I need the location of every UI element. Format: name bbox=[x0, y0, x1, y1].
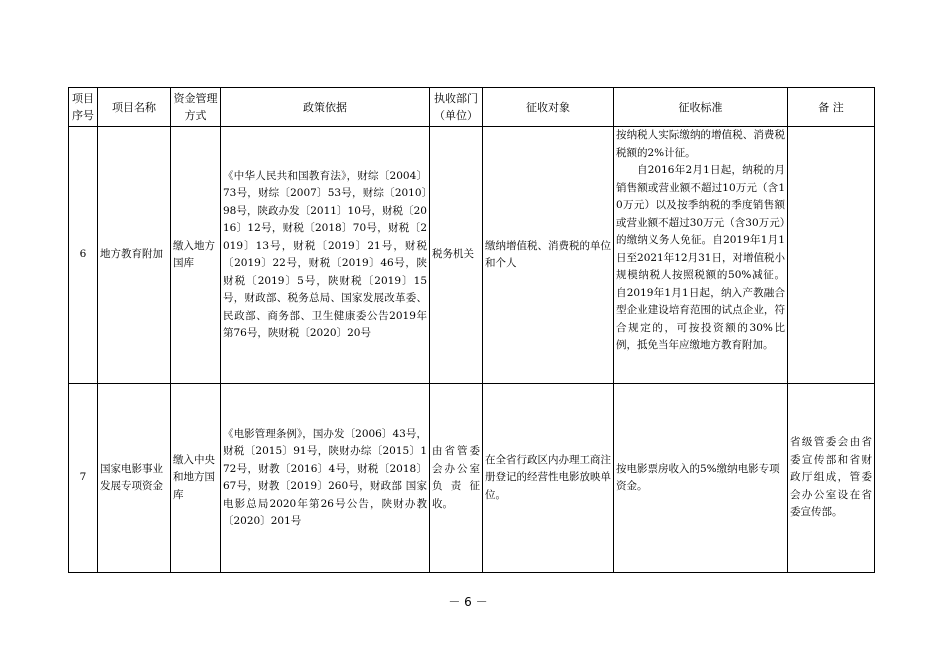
table-header-row bbox=[69, 88, 875, 127]
header-basis: 政策依据 bbox=[221, 88, 430, 127]
row-dept: 税务机关 bbox=[430, 127, 483, 384]
fee-table bbox=[68, 87, 875, 573]
table-row bbox=[69, 127, 875, 384]
standard-paragraph: 按电影票房收入的5%缴纳电影专项资金。 bbox=[616, 462, 780, 492]
header-dept: 执收部门（单位） bbox=[430, 88, 483, 127]
standard-paragraph: 自2016年2月1日起，纳税的月销售额或营业额不超过10万元（含10万元）以及按季纳税的季度销售额或营业额不超过30万元（含30万元）的缴纳义务人免征。自2019年1月1日至2021年12月31日，对增值税小规模纳税人按照税额的50%减征。自2019年1月1日起，纳入产教融合型企业建设培育范围的试点企业，符合规定的，可按投资额的30%比例，抵免当年应缴地方教育附加。 bbox=[616, 164, 785, 351]
row-standard bbox=[614, 127, 788, 384]
row-dept: 由省管委会办公室负责征收。 bbox=[430, 384, 483, 573]
row-mgmt: 缴入中央和地方国库 bbox=[171, 384, 221, 573]
header-standard: 征收标准 bbox=[614, 88, 788, 127]
row-name: 国家电影事业发展专项资金 bbox=[98, 384, 171, 573]
row-note bbox=[788, 127, 875, 384]
standard-paragraph: 按纳税人实际缴纳的增值税、消费税税额的2%计征。 bbox=[616, 129, 785, 159]
header-note: 备 注 bbox=[788, 88, 875, 127]
row-basis: 《中华人民共和国教育法》，财综〔2004〕73号，财综〔2007〕53号，财综〔2010〕98号，陕政办发〔2011〕10号，财税〔2016〕12号，财税〔2018〕70号，财税〔2019〕13号，财税〔2019〕21号，财税〔2019〕22号，财税〔2019〕46号，陕财税〔2019〕5号，陕财税〔2019〕15号，财政部、税务总局、国家发展改革委、民政部、商务部、卫生健康委公告2019年第76号，陕财税〔2020〕20号 bbox=[221, 127, 430, 384]
row-mgmt: 缴入地方国库 bbox=[171, 127, 221, 384]
row-name: 地方教育附加 bbox=[98, 127, 171, 384]
row-basis: 《电影管理条例》，国办发〔2006〕43号，财税〔2015〕91号，陕财办综〔2015〕172号，财教〔2016〕4号，财税〔2018〕67号，财教〔2019〕260号，财政部 国家电影总局2020年第26号公告，陕财办教〔2020〕201号 bbox=[221, 384, 430, 573]
header-target: 征收对象 bbox=[483, 88, 614, 127]
header-no: 项目序号 bbox=[69, 88, 98, 127]
header-mgmt: 资金管理方式 bbox=[171, 88, 221, 127]
row-no: 7 bbox=[69, 384, 98, 573]
row-target: 在全省行政区内办理工商注册登记的经营性电影放映单位。 bbox=[483, 384, 614, 573]
row-no: 6 bbox=[69, 127, 98, 384]
table-row bbox=[69, 384, 875, 573]
row-target: 缴纳增值税、消费税的单位和个人 bbox=[483, 127, 614, 384]
row-standard bbox=[614, 384, 788, 573]
header-name: 项目名称 bbox=[98, 88, 171, 127]
page-number: － 6 － bbox=[448, 595, 488, 609]
row-note: 省级管委会由省委宣传部和省财政厅组成，管委会办公室设在省委宣传部。 bbox=[788, 384, 875, 573]
